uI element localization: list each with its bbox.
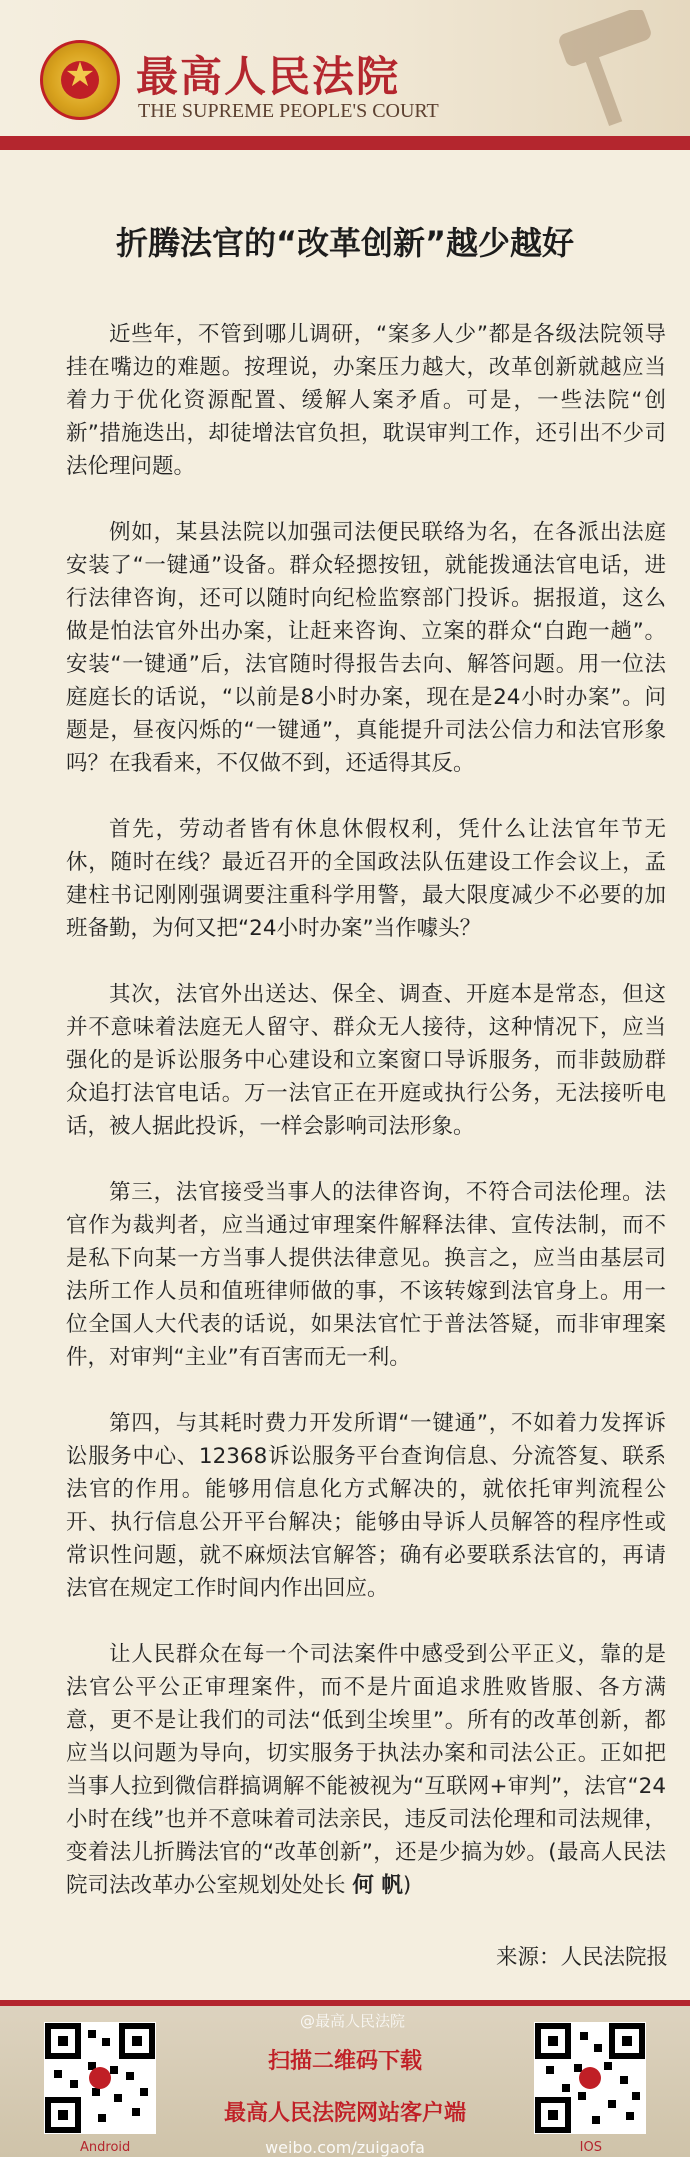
weibo-watermark: @最高人民法院 [300, 2012, 406, 2030]
qr-icon [534, 2022, 646, 2134]
header-stripe [0, 136, 690, 150]
paragraph-5: 第三，法官接受当事人的法律咨询，不符合司法伦理。法官作为裁判者，应当通过审理案件解释法律、宣传法制，而不是私下向某一方当事人提供法律意见。换言之，应当由基层司法所工作人员和值班律师做的事，不该转嫁到法官身上。用一位全国人大代表的话说，如果法官忙于普法答疑，而非审理案件，对审判“主业”有百害而无一利。 [66, 1180, 666, 1370]
court-name-cn: 最高人民法院 [136, 52, 401, 101]
scan-qr-heading: 扫描二维码下载 [267, 2049, 422, 2074]
footer-banner [0, 2000, 690, 2157]
paragraph-6: 第四，与其耗时费力开发所谓“一键通”，不如着力发挥诉讼服务中心、12368诉讼服务平台查询信息、分流答复、联系法官的作用。能够用信息化方式解决的，就依托审判流程公开、执行信息公开平台解决；能够由导诉人员解答的程序性或常识性问题，就不麻烦法官解答；确有必要联系法官的，再请法官在规定工作时间内作出回应。 [66, 1411, 666, 1601]
byline-prefix: (最高人民法院司法改革办公室规划处处长 [66, 1840, 666, 1898]
header-banner [0, 0, 690, 150]
weibo-url-watermark: weibo.com/zuigaofa [265, 2138, 425, 2157]
app-download-heading: 最高人民法院网站客户端 [223, 2101, 466, 2126]
paragraph-7 [66, 1638, 666, 1902]
gavel-icon [520, 10, 680, 130]
paragraph-2: 例如，某县法院以加强司法便民联络为名，在各派出法庭安装了“一键通”设备。群众轻摁按钮，就能拨通法官电话，进行法律咨询，还可以随时向纪检监察部门投诉。据报道，这么做是怕法官外出办案，让赶来咨询、立案的群众“白跑一趟”。安装“一键通”后，法官随时得报告去向、解答问题。用一位法庭庭长的话说，“以前是8小时办案，现在是24小时办案”。问题是，昼夜闪烁的“一键通”，真能提升司法公信力和法官形象吗？在我看来，不仅做不到，还适得其反。 [66, 520, 666, 776]
court-name-en: THE SUPREME PEOPLE'S COURT [138, 100, 439, 122]
court-emblem-icon: ★ [40, 40, 120, 120]
paragraph-1: 近些年，不管到哪儿调研，“案多人少”都是各级法院领导挂在嘴边的难题。按理说，办案压力越大，改革创新就越应当着力于优化资源配置、缓解人案矛盾。可是，一些法院“创新”措施迭出，却徒增法官负担，耽误审判工作，还引出不少司法伦理问题。 [66, 322, 666, 479]
article-title: 折腾法官的“改革创新”越少越好 [115, 224, 575, 262]
ios-qr-code[interactable] [534, 2022, 646, 2134]
paragraph-7-text: 让人民群众在每一个司法案件中感受到公平正义，靠的是法官公平公正审理案件，而不是片面追求胜败皆服、各方满意，更不是让我们的司法“低到尘埃里”。所有的改革创新，都应当以问题为导向，切实服务于执法办案和司法公正。正如把当事人拉到微信群搞调解不能被视为“互联网+审判”，法官“24小时在线”也并不意味着司法亲民，违反司法伦理和司法规律，变着法儿折腾法官的“改革创新”，还是少搞为妙。 [66, 1642, 666, 1865]
android-label: Android [80, 2140, 131, 2155]
paragraph-4: 其次，法官外出送达、保全、调查、开庭本是常态，但这并不意味着法庭无人留守、群众无人接待，这种情况下，应当强化的是诉讼服务中心建设和立案窗口导诉服务，而非鼓励群众追打法官电话。万一法官正在开庭或执行公务，无法接听电话，被人据此投诉，一样会影响司法形象。 [66, 982, 666, 1139]
byline-suffix: ) [402, 1873, 412, 1898]
article-body [66, 318, 666, 1902]
ios-label: IOS [579, 2140, 602, 2155]
article-source: 来源：人民法院报 [495, 1945, 668, 1970]
paragraph-3: 首先，劳动者皆有休息休假权利，凭什么让法官年节无休，随时在线？最近召开的全国政法队伍建设工作会议上，孟建柱书记刚刚强调要注重科学用警，最大限度减少不必要的加班备勤，为何又把“24小时办案”当作噱头？ [66, 817, 666, 941]
author-name: 何 帆 [352, 1873, 403, 1898]
